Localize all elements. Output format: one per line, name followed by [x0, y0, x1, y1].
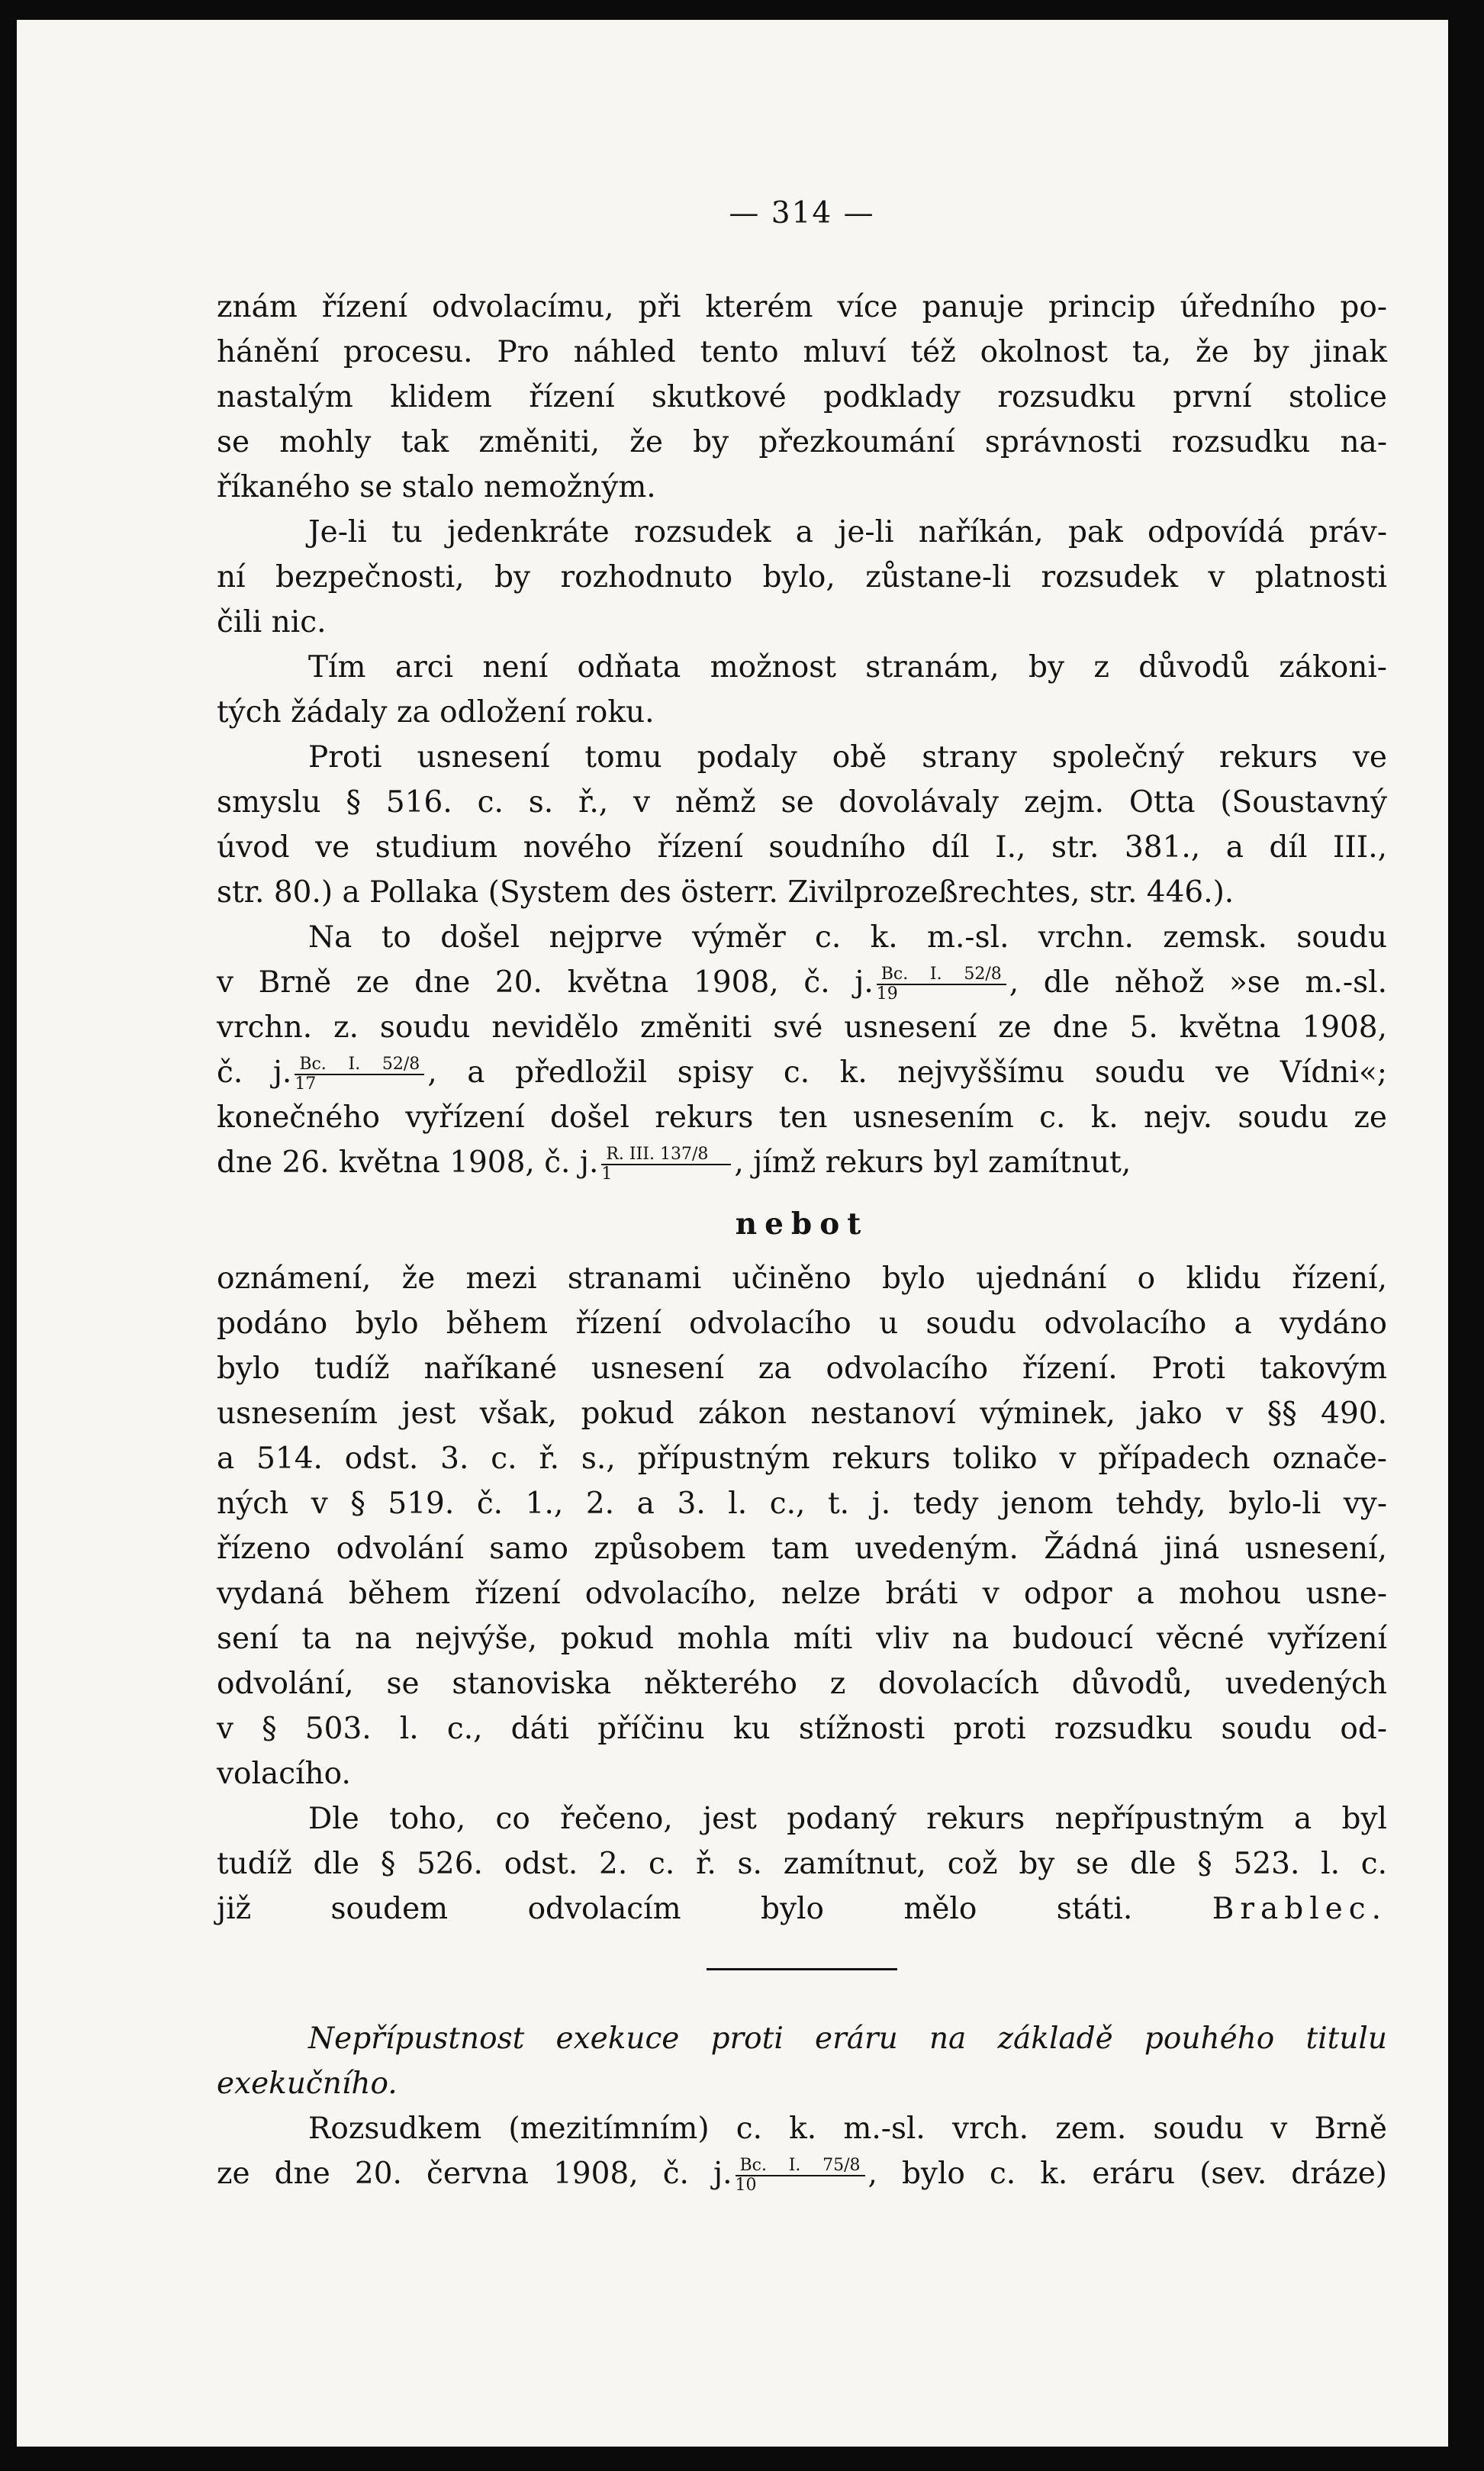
- fraction-denominator: 1: [601, 1165, 613, 1184]
- fraction-numerator: Bc. I. 75/8: [736, 2157, 865, 2176]
- text-fragment: , a předložil spisy c. k. nejvyššímu soudu ve Vídni«;: [427, 1055, 1387, 1090]
- text-line: bylo tudíž naříkané usnesení za odvolacího řízení. Proti takovým: [217, 1351, 1387, 1386]
- text-line: usnesením jest však, pokud zákon nestanoví výminek, jako v §§ 490.: [217, 1397, 1387, 1431]
- text-line: tých žádaly za odložení roku.: [217, 695, 655, 730]
- text-line: tudíž dle § 526. odst. 2. c. ř. s. zamítnut, což by se dle § 523. l. c.: [217, 1847, 1387, 1881]
- text-line: Tím arci není odňata možnost stranám, by z důvodů zákoni-: [308, 650, 1387, 685]
- text-fragment: , jímž rekurs byl zamítnut,: [734, 1145, 1132, 1180]
- text-line: úvod ve studium nového řízení soudního díl I., str. 381., a díl III.,: [217, 830, 1387, 865]
- text-line: nastalým klidem řízení skutkové podklady rozsudku první stolice: [217, 380, 1387, 414]
- text-line-with-fraction: [217, 1140, 1387, 1185]
- paragraph-6: [217, 1256, 1387, 1796]
- heading-line: exekučního.: [217, 2067, 398, 2101]
- text-line: Dle toho, co řečeno, jest podaný rekurs nepřípustným a byl: [308, 1802, 1387, 1836]
- text-line-with-fraction: [217, 1050, 1387, 1095]
- text-fragment: ze dne 20. června 1908, č. j.: [217, 2157, 732, 2191]
- text-line-with-fraction: [217, 960, 1387, 1005]
- text-line: Proti usnesení tomu podaly obě strany společný rekurs ve: [308, 740, 1387, 775]
- case-number-fraction: [877, 965, 1006, 1004]
- fraction-numerator: R. III. 137/8: [601, 1145, 731, 1165]
- case-number-fraction: [601, 1145, 731, 1184]
- text-line: oznámení, že mezi stranami učiněno bylo ujednání o klidu řízení,: [217, 1261, 1387, 1296]
- fraction-numerator: Bc. I. 52/8: [877, 965, 1006, 985]
- text-line: Je-li tu jedenkráte rozsudek a je-li naříkán, pak odpovídá práv-: [308, 515, 1387, 549]
- text-fragment: v Brně ze dne 20. května 1908, č. j.: [217, 965, 874, 1000]
- fraction-numerator: Bc. I. 52/8: [295, 1055, 424, 1075]
- text-line: ných v § 519. č. 1., 2. a 3. l. c., t. j. tedy jenom tehdy, bylo-li vy-: [217, 1487, 1387, 1521]
- fraction-denominator: 10: [735, 2176, 757, 2195]
- paragraph-7: [217, 1796, 1387, 1931]
- text-line: a 514. odst. 3. c. ř. s., přípustným rekurs toliko v případech označe-: [217, 1442, 1387, 1476]
- text-line: říkaného se stalo nemožným.: [217, 470, 656, 504]
- nebot-heading: nebot: [735, 1207, 869, 1242]
- text-line: volacího.: [217, 1757, 351, 1791]
- text-fragment: , bylo c. k. eráru (sev. dráze): [868, 2157, 1387, 2191]
- paragraph-4: [217, 735, 1387, 915]
- text-line: konečného vyřízení došel rekurs ten usnesením c. k. nejv. soudu ze: [217, 1100, 1387, 1135]
- text-line-with-fraction: [217, 2151, 1387, 2196]
- text-line: znám řízení odvolacímu, při kterém více panuje princip úředního po-: [217, 290, 1387, 324]
- text-fragment: dne 26. května 1908, č. j.: [217, 1145, 599, 1180]
- text-line: sení ta na nejvýše, pokud mohla míti vliv na budoucí věcné vyřízení: [217, 1622, 1387, 1656]
- text-line: hánění procesu. Pro náhled tento mluví též okolnost ta, že by jinak: [217, 335, 1387, 369]
- paragraph-2: [217, 510, 1387, 645]
- text-line: vydaná během řízení odvolacího, nelze bráti v odpor a mohou usne-: [217, 1577, 1387, 1611]
- text-line-with-signature: [217, 1886, 1387, 1931]
- text-line: vrchn. z. soudu nevidělo změniti své usnesení ze dne 5. května 1908,: [217, 1010, 1387, 1045]
- paragraph-1: [217, 285, 1387, 510]
- section-heading: [217, 2016, 1387, 2106]
- text-line: řízeno odvolání samo způsobem tam uvedeným. Žádná jiná usnesení,: [217, 1532, 1387, 1566]
- text-line: čili nic.: [217, 605, 327, 639]
- paragraph-3: [217, 645, 1387, 735]
- case-number-fraction: [295, 1055, 424, 1094]
- text-fragment: č. j.: [217, 1055, 292, 1090]
- text-line: v § 503. l. c., dáti příčinu ku stížnosti proti rozsudku soudu od-: [217, 1712, 1387, 1746]
- text-line: str. 80.) a Pollaka (System des österr. Zivilprozeßrechtes, str. 446.).: [217, 875, 1235, 910]
- text-line: podáno bylo během řízení odvolacího u soudu odvolacího a vydáno: [217, 1306, 1387, 1341]
- page-number: — 314 —: [729, 196, 875, 230]
- text-fragment: již soudem odvolacím bylo mělo státi.: [217, 1892, 1133, 1926]
- text-line: ní bezpečnosti, by rozhodnuto bylo, zůstane-li rozsudek v platnosti: [217, 560, 1387, 594]
- fraction-denominator: 19: [876, 984, 898, 1004]
- text-line: Rozsudkem (mezitímním) c. k. m.-sl. vrch. zem. soudu v Brně: [308, 2112, 1387, 2146]
- heading-line: Nepřípustnost exekuce proti eráru na základě pouhého titulu: [308, 2022, 1387, 2056]
- author-signature: Brablec.: [1212, 1892, 1387, 1926]
- text-line: odvolání, se stanoviska některého z dovolacích důvodů, uvedených: [217, 1667, 1387, 1701]
- text-line: smyslu § 516. c. s. ř., v němž se dovolávaly zejm. Otta (Soustavný: [217, 785, 1387, 820]
- case-number-fraction: [736, 2157, 865, 2195]
- paragraph-5: [217, 915, 1387, 1185]
- text-line: se mohly tak změniti, že by přezkoumání správnosti rozsudku na-: [217, 425, 1387, 459]
- section-divider: [707, 1968, 897, 1970]
- paragraph-8: [217, 2106, 1387, 2196]
- fraction-denominator: 17: [295, 1074, 317, 1094]
- page-content: [217, 191, 1387, 2196]
- text-line: Na to došel nejprve výměr c. k. m.-sl. vrchn. zemsk. soudu: [308, 920, 1387, 955]
- text-fragment: , dle něhož »se m.-sl.: [1009, 965, 1387, 1000]
